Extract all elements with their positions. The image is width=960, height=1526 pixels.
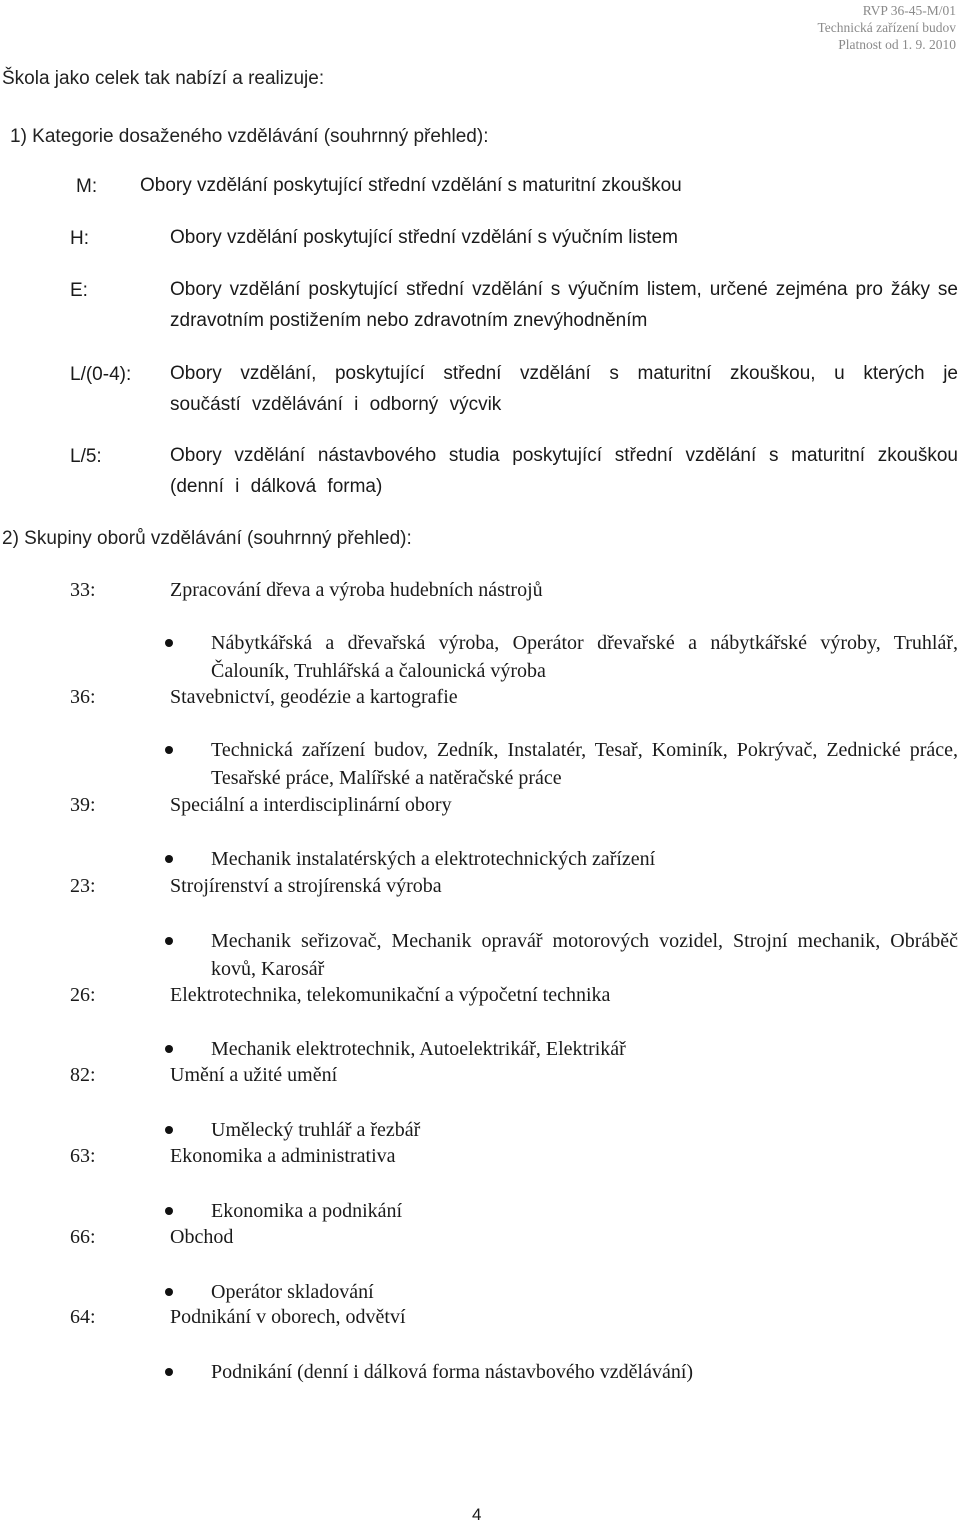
bullet-icon <box>165 1126 173 1134</box>
group-code: 23: <box>70 875 96 897</box>
group-name: Ekonomika a administrativa <box>170 1145 396 1167</box>
group-code: 64: <box>70 1306 96 1328</box>
group-code: 36: <box>70 686 96 708</box>
group-code: 82: <box>70 1064 96 1086</box>
category-code: L/5: <box>70 446 102 467</box>
bullet-icon <box>165 937 173 945</box>
page-number: 4 <box>472 1505 482 1524</box>
group-fields: Podnikání (denní i dálková forma nástavbového vzdělávání) <box>211 1361 694 1383</box>
group-fields: Ekonomika a podnikání <box>211 1200 403 1222</box>
group-fields: Umělecký truhlář a řezbář <box>211 1119 421 1141</box>
group-fields: Nábytkářská a dřevařská výroba, Operátor dřevařské a nábytkářské výroby, Truhlář, Čalouník, Truhlářská a čalounická výroba <box>211 632 958 682</box>
group-fields: Mechanik instalatérských a elektrotechnických zařízení <box>211 848 656 870</box>
bullet-icon <box>165 1207 173 1215</box>
category-description: Obory vzdělání poskytující střední vzdělání s výučním listem, určené zejména pro žáky se zdravotním postižením nebo zdravotním znevýhodněním <box>170 279 958 331</box>
bullet-icon <box>165 855 173 863</box>
group-code: 66: <box>70 1226 96 1248</box>
group-fields: Mechanik seřizovač, Mechanik opravář motorových vozidel, Strojní mechanik, Obráběč kovů, Karosář <box>211 930 958 980</box>
bullet-icon <box>165 1288 173 1296</box>
group-code: 33: <box>70 579 96 601</box>
group-name: Umění a užité umění <box>170 1064 338 1086</box>
category-description: Obory vzdělání, poskytující střední vzdělání s maturitní zkouškou, u kterých je součástí vzdělávání i odborný výcvik <box>170 363 958 415</box>
group-name: Zpracování dřeva a výroba hudebních nástrojů <box>170 579 543 601</box>
category-description: Obory vzdělání poskytující střední vzdělání s výučním listem <box>170 227 678 248</box>
group-code: 26: <box>70 984 96 1006</box>
category-code: M: <box>76 176 98 197</box>
category-code: E: <box>70 280 88 301</box>
group-name: Elektrotechnika, telekomunikační a výpočetní technika <box>170 984 611 1006</box>
category-description: Obory vzdělání nástavbového studia poskytující střední vzdělání s maturitní zkouškou (denní i dálková forma) <box>170 445 958 497</box>
group-fields: Technická zařízení budov, Zedník, Instalatér, Tesař, Kominík, Pokrývač, Zednické práce, Tesařské práce, Malířské a natěračské práce <box>211 739 958 789</box>
group-name: Podnikání v oborech, odvětví <box>170 1306 406 1328</box>
group-code: 39: <box>70 794 96 816</box>
bullet-icon <box>165 639 173 647</box>
intro-text: Škola jako celek tak nabízí a realizuje: <box>2 68 325 89</box>
group-code: 63: <box>70 1145 96 1167</box>
bullet-icon <box>165 1368 173 1376</box>
section2-title: 2) Skupiny oborů vzdělávání (souhrnný přehled): <box>2 528 412 549</box>
bullet-icon <box>165 1045 173 1053</box>
group-fields: Mechanik elektrotechnik, Autoelektrikář, Elektrikář <box>211 1038 626 1060</box>
group-name: Obchod <box>170 1226 234 1248</box>
header-title: Technická zařízení budov <box>817 20 956 35</box>
group-name: Speciální a interdisciplinární obory <box>170 794 452 816</box>
bullet-icon <box>165 746 173 754</box>
header-validity: Platnost od 1. 9. 2010 <box>838 37 956 52</box>
category-code: H: <box>70 228 89 249</box>
group-name: Strojírenství a strojírenská výroba <box>170 875 442 897</box>
document-header <box>818 2 957 53</box>
category-description: Obory vzdělání poskytující střední vzdělání s maturitní zkouškou <box>140 175 682 196</box>
section1-title: 1) Kategorie dosaženého vzdělávání (souhrnný přehled): <box>10 126 489 147</box>
header-code: RVP 36-45-M/01 <box>862 3 956 18</box>
category-code: L/(0-4): <box>70 364 132 385</box>
group-fields: Operátor skladování <box>211 1281 374 1303</box>
group-name: Stavebnictví, geodézie a kartografie <box>170 686 458 708</box>
